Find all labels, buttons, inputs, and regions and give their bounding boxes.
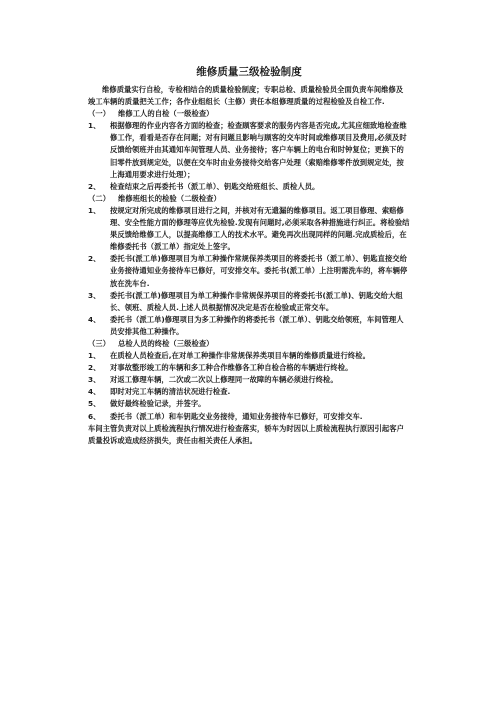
- section-number: （一）: [88, 109, 111, 119]
- item-number: 2、: [88, 254, 101, 264]
- section-title: 维修工人的自检（一级检查）: [118, 109, 214, 119]
- list-item: [88, 362, 410, 374]
- item-text: 委托书（派工单）和车钥匙交业务接待，通知业务接待车已修好，可安排交车.: [110, 411, 363, 421]
- item-text: 委托书（派工单)修理项目为多工种操作的将委托书（派工单）、钥匙交给领班，车间管理人员安排其他工种操作。: [110, 314, 404, 336]
- section-heading-1: [88, 108, 410, 120]
- document-body: [88, 64, 410, 447]
- section-title: 维修班组长的检验（二级检查）: [118, 193, 221, 203]
- list-item: [88, 253, 410, 289]
- item-text: 对返工修理车辆，二次或二次以上修理同一故障的车辆必须进行终检。: [110, 375, 338, 385]
- list-item: [88, 205, 410, 253]
- item-text: 根据修理的作业内容各方面的检查；检查顾客要求的服务内容是否完成,尤其应细致地检查维修工作，看看是否存在问题；对有问题且影响与顾客的交车时间或维修项目及费用,必须及时反馈给领班并由其通知车间管理人员、业务接待；客户车辆上的电台和时钟复位；更换下的旧零件放到规定处，以便在交车时由业务接待交给客户处理（索赔维修零件放到规定处，按上海通用要求进行处理）；: [110, 121, 407, 179]
- section-heading-2: [88, 193, 410, 205]
- section-title: 总检人员的终检（三级检查）: [118, 338, 214, 348]
- item-text: 委托书(派工单)修理项目为单工种操作非常规保养项目的将委托书(派工单)、钥匙交给大组长、领班、质检人员.上述人员根据情况决定是否在检验或正常交车。: [110, 290, 403, 312]
- list-item: [88, 374, 410, 386]
- item-number: 4、: [88, 314, 101, 324]
- item-number: 4、: [88, 387, 101, 397]
- item-text: 对事故整形竣工的车辆和多工种合作维修各工种自检合格的车辆进行终检。: [110, 363, 353, 373]
- list-item: [88, 181, 410, 193]
- list-item: [88, 386, 410, 398]
- item-number: 1、: [88, 205, 101, 215]
- section-heading-3: [88, 338, 410, 350]
- list-item: [88, 350, 410, 362]
- closing-paragraph: 车间主管负责对以上质检流程执行情况进行检查落实，轿车为时因以上质检流程执行原因引起客户质量投诉或造成经济损失，责任由相关责任人承担。: [88, 423, 404, 445]
- intro-paragraph: 维修质量实行自检，专检相结合的质量检验制度；专职总检、质量检验员全面负责车间维修及竣工车辆的质量把关工作；各作业组组长（主修）责任本组修理质量的过程检验及自检工作.: [88, 85, 404, 107]
- item-number: 2、: [88, 181, 101, 191]
- list-item: [88, 120, 410, 180]
- list-item: [88, 411, 410, 423]
- item-number: 3、: [88, 290, 101, 300]
- item-number: 2、: [88, 363, 101, 373]
- list-item: [88, 398, 410, 410]
- list-item: [88, 290, 410, 314]
- item-number: 5、: [88, 399, 101, 409]
- item-number: 1、: [88, 121, 101, 131]
- section-number: （三）: [88, 338, 111, 348]
- item-text: 委托书(派工单)修理项目为单工种操作常规保养类项目的将委托书（派工单）、钥匙直接交给业务接待通知业务接待车已修好，可安排交车。委托书(派工单）上注明需洗车的，将车辆停放在洗车台.: [110, 254, 408, 288]
- item-text: 做好最终检验记录，并签字。: [110, 399, 206, 409]
- list-item: [88, 314, 410, 338]
- section-number: （二）: [88, 193, 111, 203]
- item-text: 按规定对所完成的维修项目进行之间，并核对有无遗漏的维修项目。返工项目修理、索赔修理、安全性能方面的修理等应优先检验.发现有问题时,必须采取各种措施进行纠正。将检验结果反馈给维修工人，以提高维修工人的技术水平。避免再次出现同样的问题.完成质检后，在维修委托书（派工单）指定处上签字。: [110, 205, 410, 252]
- item-text: 在质检人员检查后,在对单工种操作非常规保养类项目车辆的维修质量进行终检。: [110, 351, 370, 361]
- item-text: 即时对完工车辆的清洁状况进行检查.: [110, 387, 231, 397]
- item-number: 1、: [88, 351, 101, 361]
- document-title: 维修质量三级检验制度: [196, 66, 302, 78]
- item-text: 检查结束之后再委托书（派工单）、钥匙交给班组长、质检人员。: [110, 181, 320, 191]
- item-number: 3、: [88, 375, 101, 385]
- item-number: 6、: [88, 411, 101, 421]
